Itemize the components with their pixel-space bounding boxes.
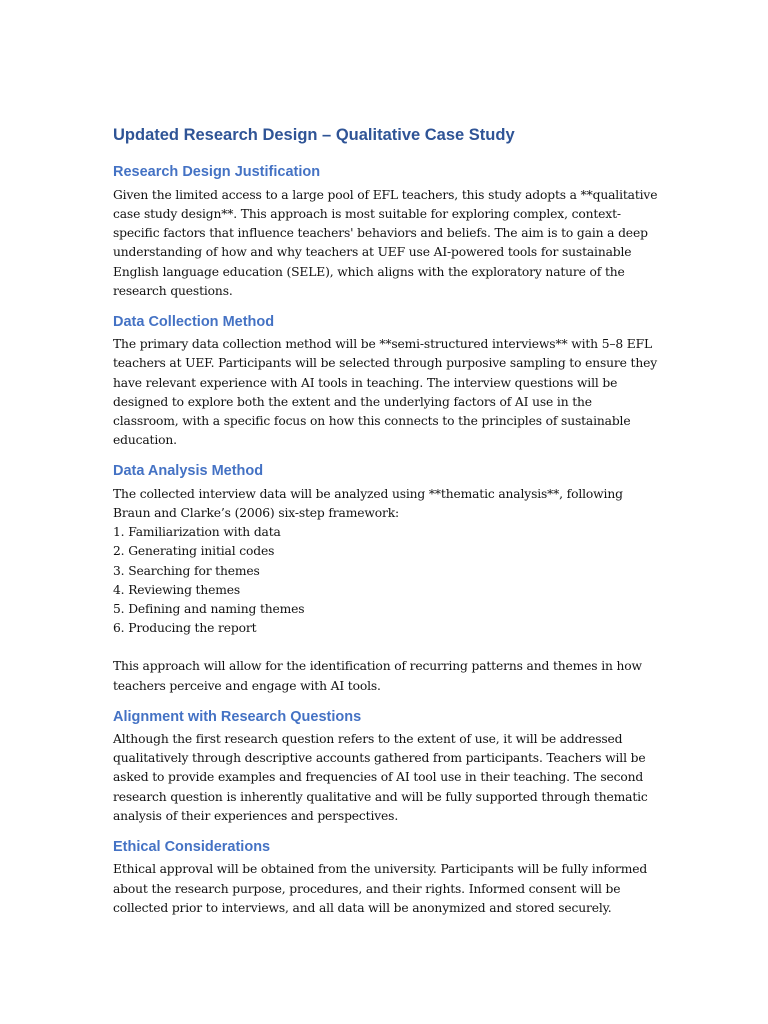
section-paragraph: This approach will allow for the identification of recurring patterns and themes in how teachers perceive and engage with AI tools. bbox=[113, 659, 642, 693]
list-item: 3. Searching for themes bbox=[113, 563, 260, 578]
list-item: 5. Defining and naming themes bbox=[113, 601, 305, 616]
list-item: 2. Generating initial codes bbox=[113, 544, 275, 559]
list-item: 6. Producing the report bbox=[113, 621, 257, 636]
section-heading: Alignment with Research Questions bbox=[113, 708, 362, 725]
section-paragraph: Although the first research question refers to the extent of use, it will be addressed qualitatively through descriptive accounts gathered from participants. Teachers will be asked to provide examples and frequencies of AI tool use in their teaching. The second research question is inherently qualitative and will be fully supported through thematic analysis of their experiences and perspectives. bbox=[113, 732, 648, 823]
list-item: 1. Familiarization with data bbox=[113, 525, 281, 540]
section-paragraph: The primary data collection method will be **semi-structured interviews** with 5–8 EFL teachers at UEF. Participants will be selected through purposive sampling to ensure they have relevant experience with AI tools in teaching. The interview questions will be designed to explore both the extent and the underlying factors of AI use in the classroom, with a specific focus on how this connects to the principles of sustainable education. bbox=[113, 337, 658, 448]
section-heading: Data Collection Method bbox=[113, 313, 275, 330]
section-paragraph: The collected interview data will be analyzed using **thematic analysis**, following Braun and Clarke’s (2006) six-step framework: bbox=[113, 486, 623, 520]
section-heading: Data Analysis Method bbox=[113, 463, 264, 480]
section-ethical-considerations bbox=[113, 837, 658, 918]
section-heading: Ethical Considerations bbox=[113, 839, 271, 856]
list-item: 4. Reviewing themes bbox=[113, 582, 241, 597]
section-heading: Research Design Justification bbox=[113, 164, 321, 181]
section-data-collection-method bbox=[113, 312, 658, 451]
document-title: Updated Research Design – Qualitative Case Study bbox=[113, 126, 515, 144]
analysis-steps-list bbox=[113, 523, 658, 638]
section-data-analysis-method bbox=[113, 461, 658, 695]
section-paragraph: Given the limited access to a large pool of EFL teachers, this study adopts a **qualitative case study design**. This approach is most suitable for exploring complex, context-specific factors that influence teachers' behaviors and beliefs. The aim is to gain a deep understanding of how and why teachers at UEF use AI-powered tools for sustainable English language education (SELE), which aligns with the exploratory nature of the research questions. bbox=[113, 187, 658, 298]
section-paragraph: Ethical approval will be obtained from the university. Participants will be fully informed about the research purpose, procedures, and their rights. Informed consent will be collected prior to interviews, and all data will be anonymized and stored securely. bbox=[113, 862, 648, 915]
document-page bbox=[113, 122, 658, 929]
section-research-design-justification bbox=[113, 162, 658, 301]
section-alignment-with-research-questions bbox=[113, 707, 658, 826]
